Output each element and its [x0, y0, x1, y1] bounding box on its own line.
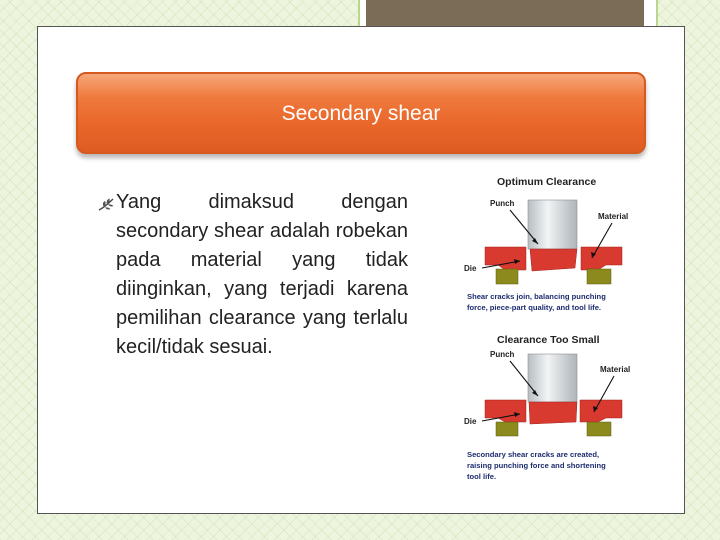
top-punch-label: Punch: [490, 199, 515, 208]
top-die-left: [496, 269, 518, 284]
bottom-slug: [529, 402, 577, 424]
bottom-die-right: [587, 422, 611, 436]
bottom-caption-line-3: tool life.: [467, 472, 497, 481]
bottom-material-label: Material: [600, 365, 631, 374]
bottom-die-left: [496, 422, 518, 436]
bottom-die-label: Die: [464, 417, 477, 426]
bottom-caption-line-2: raising punching force and shortening: [467, 461, 606, 470]
bottom-heading: Clearance Too Small: [497, 334, 600, 346]
bullet-text: Yang dimaksud dengan secondary shear adalah robekan pada material yang tidak diinginkan, yang terjadi karena pemilihan clearance yang terlalu kecil/tidak sesuai.: [116, 191, 408, 358]
bottom-punch: [528, 354, 577, 402]
top-die-label: Die: [464, 264, 477, 273]
top-die-right: [587, 269, 611, 284]
clearance-diagram: [460, 168, 656, 486]
top-slug: [530, 249, 577, 271]
bottom-punch-label: Punch: [490, 350, 515, 359]
top-heading: Optimum Clearance: [497, 176, 597, 188]
leaf-bullet-icon: [98, 196, 116, 212]
top-material-label: Material: [598, 212, 629, 221]
top-caption-line-1: Shear cracks join, balancing punching: [467, 292, 606, 301]
title-bar: [76, 72, 646, 154]
slide-title: Secondary shear: [281, 102, 441, 125]
bottom-caption-line-1: Secondary shear cracks are created,: [467, 450, 600, 459]
top-caption-line-2: force, piece-part quality, and tool life.: [467, 303, 602, 312]
